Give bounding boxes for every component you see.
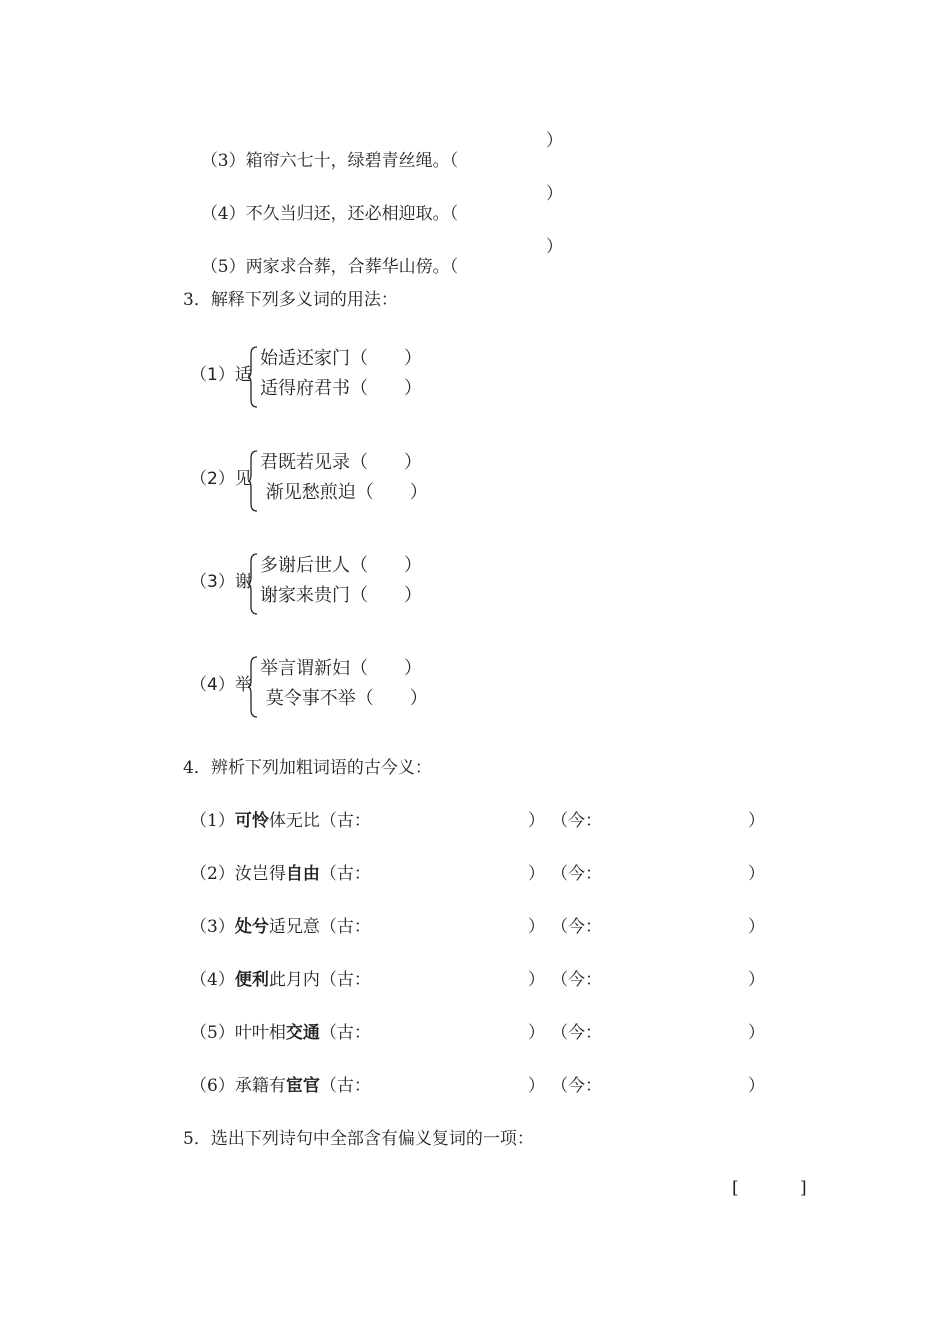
item-text: 不久当归还，还必相迎取。（ (245, 204, 459, 224)
ancient-close: ） (528, 1076, 545, 1096)
q4-phrase (190, 965, 371, 990)
item-number: （4） (190, 970, 235, 990)
item-text: 箱帘六七十，绿碧青丝绳。（ (245, 151, 459, 171)
brace-icon (248, 553, 258, 615)
phrase-bold: 交通 (285, 1023, 320, 1043)
ancient-close: ） (528, 970, 545, 990)
ancient-close: ） (528, 811, 545, 831)
q2-answer-close: ） (546, 237, 563, 257)
ancient-close: ） (528, 917, 545, 937)
answer-bracket-open: [ (732, 1178, 739, 1198)
q2-item (190, 232, 458, 277)
item-number: （5） (200, 257, 246, 277)
phrase-bold: 自由 (285, 864, 320, 884)
phrase-post: 适兄意 (268, 917, 320, 937)
phrase-pre: 汝岂得 (234, 864, 286, 884)
phrase-pre: 叶叶相 (234, 1023, 286, 1043)
item-number: （6） (190, 1076, 235, 1096)
modern-close: ） (748, 917, 765, 937)
q2-item (190, 126, 458, 171)
ancient-label: （古： (319, 1076, 371, 1096)
item-number: （3） (190, 917, 235, 937)
q3-item-label: （1）适 (190, 365, 252, 385)
brace-icon (248, 346, 258, 408)
brace-icon (248, 450, 258, 512)
q3-item-label: （4）举 (190, 675, 252, 695)
q3-sense-b: 谢家来贵门（ ） (260, 585, 422, 606)
q4-phrase (190, 1018, 371, 1043)
q4-phrase (190, 859, 371, 884)
modern-close: ） (748, 1076, 765, 1096)
q3-sense-a: 君既若见录（ ） (260, 452, 422, 473)
modern-label: （今： (551, 917, 602, 937)
item-number: （3） (200, 151, 246, 171)
q4-phrase (190, 806, 371, 831)
q5-title: 5．选出下列诗句中全部含有偏义复词的一项： (183, 1129, 534, 1149)
phrase-bold: 可怜 (234, 811, 269, 831)
ancient-label: （古： (319, 811, 371, 831)
modern-label: （今： (551, 1023, 602, 1043)
q2-item (190, 179, 458, 224)
q3-sense-a: 多谢后世人（ ） (260, 555, 422, 576)
item-text: 两家求合葬，合葬华山傍。（ (245, 257, 459, 277)
phrase-bold: 便利 (234, 970, 269, 990)
ancient-close: ） (528, 1023, 545, 1043)
modern-close: ） (748, 811, 765, 831)
q4-phrase (190, 912, 371, 937)
q3-sense-b: 渐见愁煎迫（ ） (260, 482, 428, 503)
ancient-label: （古： (319, 917, 371, 937)
modern-close: ） (748, 970, 765, 990)
phrase-post: 此月内 (268, 970, 320, 990)
modern-label: （今： (551, 1076, 602, 1096)
ancient-label: （古： (319, 864, 371, 884)
phrase-bold: 宦官 (285, 1076, 320, 1096)
q2-answer-close: ） (546, 131, 563, 151)
modern-label: （今： (551, 970, 602, 990)
ancient-label: （古： (319, 970, 371, 990)
item-number: （4） (200, 204, 246, 224)
q4-phrase (190, 1071, 371, 1096)
modern-close: ） (748, 864, 765, 884)
modern-close: ） (748, 1023, 765, 1043)
q3-sense-b: 莫令事不举（ ） (260, 688, 428, 709)
q3-title: 3．解释下列多义词的用法： (183, 290, 398, 310)
q4-title: 4．辨析下列加粗词语的古今义： (183, 758, 432, 778)
q3-sense-b: 适得府君书（ ） (260, 378, 422, 399)
q3-item-label: （2）见 (190, 469, 252, 489)
modern-label: （今： (551, 811, 602, 831)
modern-label: （今： (551, 864, 602, 884)
brace-icon (248, 656, 258, 718)
q3-item-label: （3）谢 (190, 572, 252, 592)
phrase-pre: 承籍有 (234, 1076, 286, 1096)
q3-sense-a: 举言谓新妇（ ） (260, 658, 422, 679)
item-number: （5） (190, 1023, 235, 1043)
phrase-bold: 处兮 (234, 917, 269, 937)
phrase-post: 体无比 (268, 811, 320, 831)
ancient-label: （古： (319, 1023, 371, 1043)
q3-sense-a: 始适还家门（ ） (260, 348, 422, 369)
answer-bracket-close: ] (800, 1178, 807, 1198)
item-number: （2） (190, 864, 235, 884)
q2-answer-close: ） (546, 184, 563, 204)
ancient-close: ） (528, 864, 545, 884)
item-number: （1） (190, 811, 235, 831)
